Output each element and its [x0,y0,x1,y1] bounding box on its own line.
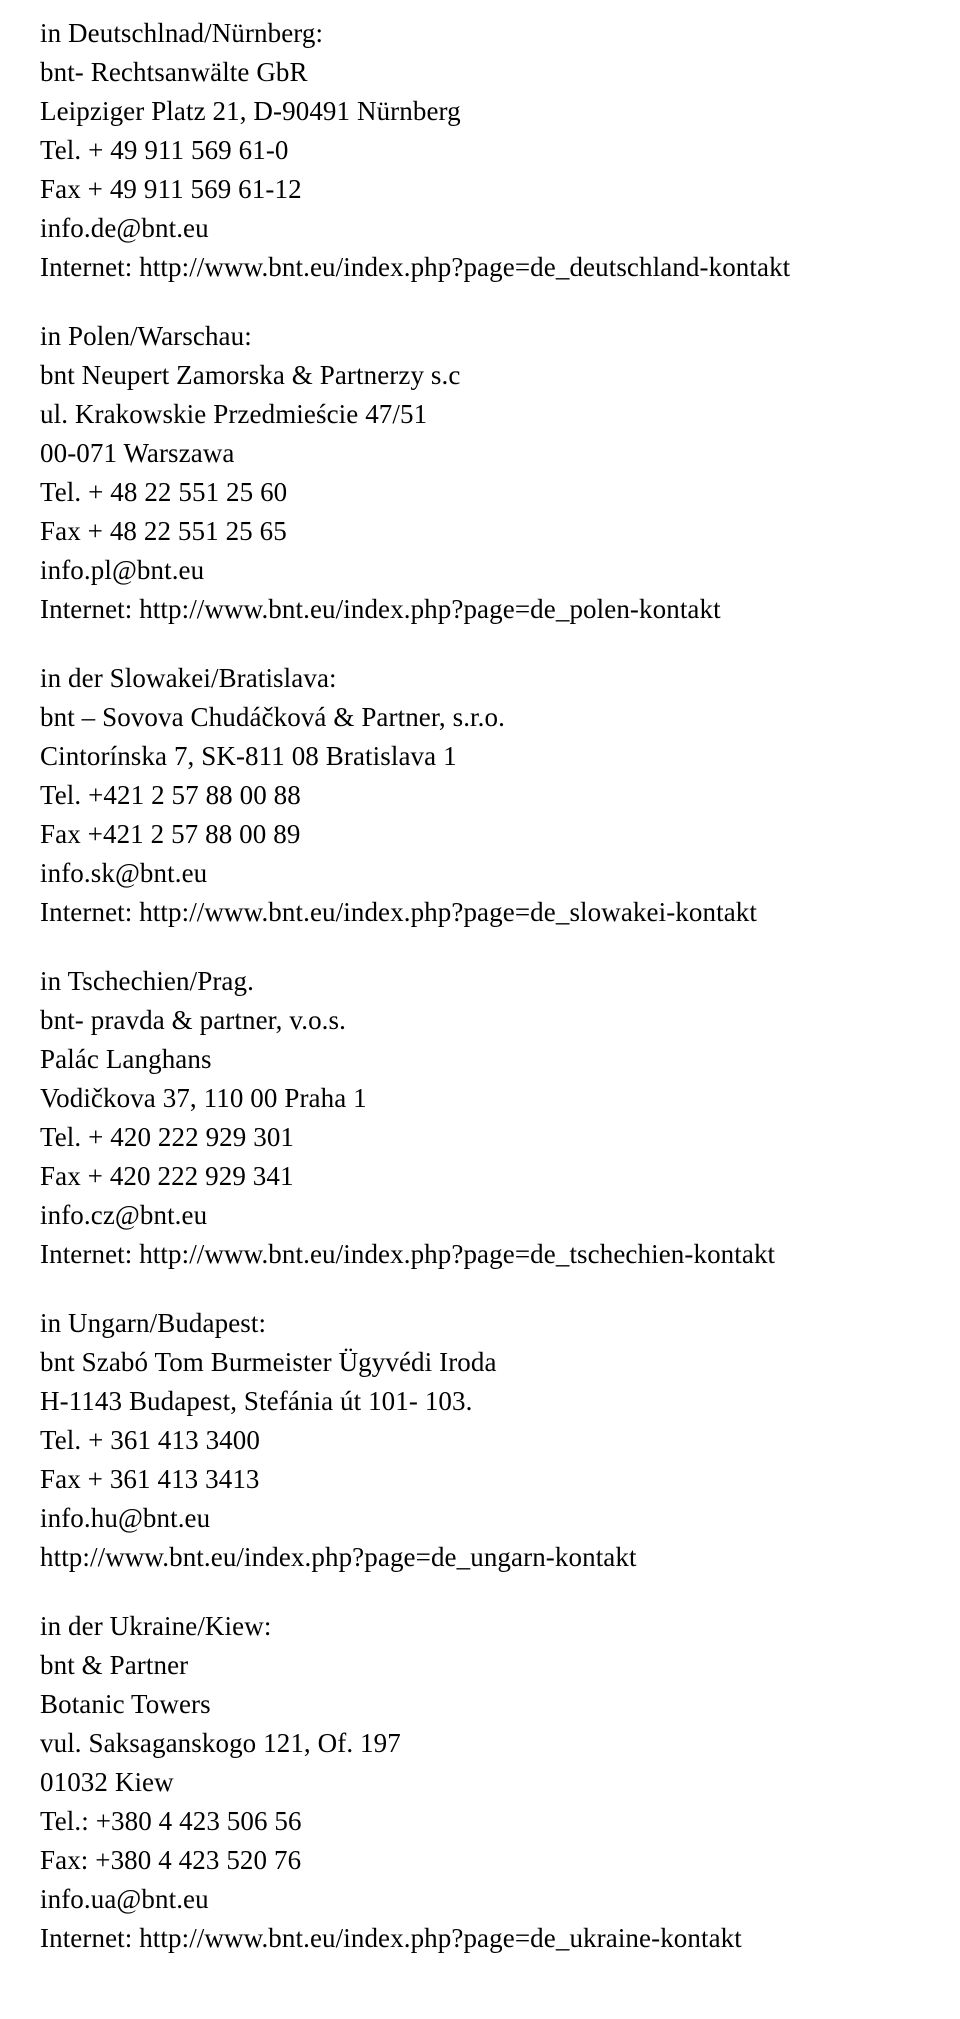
contact-line: vul. Saksaganskogo 121, Of. 197 [40,1728,401,1758]
contact-line: Internet: http://www.bnt.eu/index.php?page=de_slowakei-kontakt [40,897,757,927]
contact-line: http://www.bnt.eu/index.php?page=de_ungarn-kontakt [40,1542,637,1572]
contact-line: info.ua@bnt.eu [40,1884,209,1914]
contact-line: bnt Szabó Tom Burmeister Ügyvédi Iroda [40,1347,497,1377]
contact-line: Leipziger Platz 21, D-90491 Nürnberg [40,96,461,126]
contact-line: info.pl@bnt.eu [40,555,205,585]
contact-line: Cintorínska 7, SK-811 08 Bratislava 1 [40,741,457,771]
contact-block-slovakia [40,659,920,932]
contact-line: 01032 Kiew [40,1767,174,1797]
contact-line: bnt & Partner [40,1650,189,1680]
contact-line: Fax + 361 413 3413 [40,1464,260,1494]
contact-line: in der Ukraine/Kiew: [40,1611,272,1641]
contact-line: Vodičkova 37, 110 00 Praha 1 [40,1083,367,1113]
contact-line: Tel.: +380 4 423 506 56 [40,1806,302,1836]
contact-line: info.hu@bnt.eu [40,1503,211,1533]
contact-line: Tel. +421 2 57 88 00 88 [40,780,301,810]
contact-line: in Polen/Warschau: [40,321,252,351]
contact-block-czech [40,962,920,1274]
contact-line: Fax + 49 911 569 61-12 [40,174,302,204]
contact-line: Fax +421 2 57 88 00 89 [40,819,301,849]
contact-line: ul. Krakowskie Przedmieście 47/51 [40,399,428,429]
contact-block-ukraine [40,1607,920,1958]
contact-line: bnt Neupert Zamorska & Partnerzy s.c [40,360,461,390]
contact-line: Internet: http://www.bnt.eu/index.php?page=de_tschechien-kontakt [40,1239,776,1269]
contact-line: Internet: http://www.bnt.eu/index.php?page=de_polen-kontakt [40,594,721,624]
contact-line: Fax: +380 4 423 520 76 [40,1845,302,1875]
contact-line: Tel. + 420 222 929 301 [40,1122,295,1152]
contact-line: 00-071 Warszawa [40,438,235,468]
contact-line: Tel. + 48 22 551 25 60 [40,477,288,507]
contact-line: Internet: http://www.bnt.eu/index.php?page=de_ukraine-kontakt [40,1923,742,1953]
contact-line: in der Slowakei/Bratislava: [40,663,337,693]
contact-line: Tel. + 361 413 3400 [40,1425,260,1455]
contact-line: Fax + 48 22 551 25 65 [40,516,287,546]
contact-line: bnt – Sovova Chudáčková & Partner, s.r.o. [40,702,505,732]
contact-line: bnt- pravda & partner, v.o.s. [40,1005,346,1035]
contact-line: in Ungarn/Budapest: [40,1308,267,1338]
contact-block-poland [40,317,920,629]
contact-line: Internet: http://www.bnt.eu/index.php?page=de_deutschland-kontakt [40,252,791,282]
contact-line: Palác Langhans [40,1044,212,1074]
contact-line: Botanic Towers [40,1689,211,1719]
contact-line: H-1143 Budapest, Stefánia út 101- 103. [40,1386,473,1416]
contact-line: Tel. + 49 911 569 61-0 [40,135,289,165]
contact-line: info.sk@bnt.eu [40,858,208,888]
contact-line: in Deutschlnad/Nürnberg: [40,18,324,48]
contact-line: Fax + 420 222 929 341 [40,1161,294,1191]
contact-line: in Tschechien/Prag. [40,966,254,996]
contact-line: bnt- Rechtsanwälte GbR [40,57,308,87]
contact-block-germany [40,14,920,287]
contact-block-hungary [40,1304,920,1577]
contact-line: info.de@bnt.eu [40,213,209,243]
contact-line: info.cz@bnt.eu [40,1200,208,1230]
